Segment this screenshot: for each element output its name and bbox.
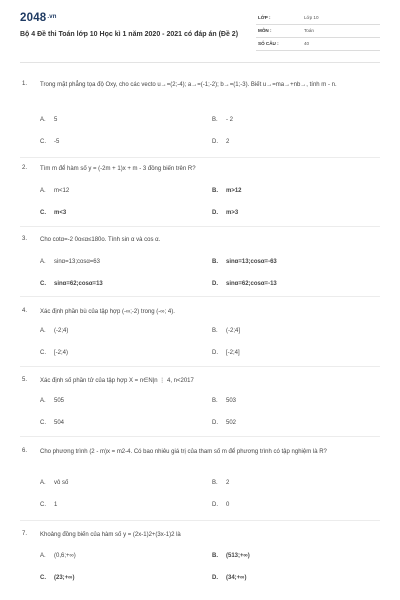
option-value: [-2;4] <box>226 350 240 356</box>
option-value: 502 <box>226 420 237 426</box>
option-value: (-2;4) <box>54 328 69 334</box>
option-letter: A. <box>40 553 46 559</box>
option-letter: D. <box>212 210 218 216</box>
question-number: 2. <box>22 165 28 171</box>
option-value: [-2;4) <box>54 350 69 356</box>
meta-row-subject <box>256 25 380 38</box>
option-value: sinα=13;cosα=-63 <box>226 259 277 265</box>
question-text: Xác định số phần tử của tập hợp X = n∈N|n ⋮ 4, n<2017 <box>40 378 194 384</box>
question-divider <box>20 157 380 158</box>
option-value: (0,6;+∞) <box>54 553 76 559</box>
option-value: vô số <box>54 480 69 486</box>
option-value: 1 <box>54 502 58 508</box>
option-value: (23;+∞) <box>54 575 75 581</box>
option-value: 2 <box>226 139 230 145</box>
meta-value: Lớp 10 <box>304 15 319 20</box>
option-letter: A. <box>40 188 46 194</box>
meta-key: LỚP : <box>258 15 271 20</box>
option-value: 5 <box>54 117 58 123</box>
question-divider <box>20 520 380 521</box>
logo-text: 2048 <box>20 12 47 24</box>
question-text: Cho cotα=-2 0o≤α≤180o. Tính sin α và cos α. <box>40 237 161 243</box>
option-value: (513;+∞) <box>226 553 250 559</box>
option-value: (-2;4] <box>226 328 241 334</box>
page-title: Bộ 4 Đề thi Toán lớp 10 Học kì 1 năm 2020 - 2021 có đáp án (Đề 2) <box>20 31 239 38</box>
option-letter: A. <box>40 398 46 404</box>
option-letter: C. <box>40 139 46 145</box>
option-letter: B. <box>212 398 218 404</box>
meta-key: SỐ CÂU : <box>258 41 279 46</box>
question-number: 3. <box>22 236 28 242</box>
option-letter: D. <box>212 420 218 426</box>
option-letter: A. <box>40 117 46 123</box>
question-divider <box>20 436 380 437</box>
option-value: m<12 <box>54 188 70 194</box>
option-letter: B. <box>212 328 218 334</box>
option-letter: C. <box>40 281 46 287</box>
question-number: 6. <box>22 448 28 454</box>
meta-value: Toán <box>304 28 314 33</box>
question-text: Tìm m để hàm số y = (-2m + 1)x + m - 3 đồng biến trên R? <box>40 166 196 172</box>
option-letter: B. <box>212 480 218 486</box>
option-value: m<3 <box>54 210 67 216</box>
question-text: Cho phương trình (2 - m)x = m2-4. Có bao nhiêu giá trị của tham số m để phương trình có tập nghiệm là R? <box>40 449 327 455</box>
option-letter: A. <box>40 480 46 486</box>
header-divider <box>20 62 380 63</box>
question-number: 7. <box>22 531 28 537</box>
question-number: 5. <box>22 377 28 383</box>
header <box>20 12 380 58</box>
option-value: 2 <box>226 480 230 486</box>
option-value: 0 <box>226 502 230 508</box>
question-divider <box>20 366 380 367</box>
meta-row-class <box>256 12 380 25</box>
option-value: 504 <box>54 420 65 426</box>
exam-meta <box>256 12 380 51</box>
question-number: 4. <box>22 308 28 314</box>
option-value: (34;+∞) <box>226 575 247 581</box>
option-value: -5 <box>54 139 60 145</box>
option-value: sinα=62;cosα=13 <box>54 281 103 287</box>
option-letter: D. <box>212 350 218 356</box>
meta-row-count <box>256 38 380 51</box>
option-letter: B. <box>212 188 218 194</box>
option-letter: D. <box>212 281 218 287</box>
question-divider <box>20 226 380 227</box>
option-value: sinα=62;cosα=-13 <box>226 281 277 287</box>
option-letter: A. <box>40 259 46 265</box>
option-value: sinα=13;cosα=63 <box>54 259 100 265</box>
option-letter: D. <box>212 502 218 508</box>
option-letter: C. <box>40 575 46 581</box>
option-letter: D. <box>212 139 218 145</box>
option-letter: C. <box>40 350 46 356</box>
option-letter: C. <box>40 502 46 508</box>
question-text: Xác định phần bù của tập hợp (-∞;-2) trong (-∞; 4). <box>40 309 175 315</box>
question-text: Trong mặt phẳng tọa độ Oxy, cho các vecto u→=(2;-4); a→=(-1;-2); b→=(1;-3). Biết u→=ma→+nb→, tính m - n. <box>40 82 337 88</box>
option-value: m>12 <box>226 188 242 194</box>
option-letter: B. <box>212 259 218 265</box>
option-letter: D. <box>212 575 218 581</box>
option-value: - 2 <box>226 117 234 123</box>
question-text: Khoảng đồng biến của hàm số y = (2x-1)2+(3x-1)2 là <box>40 532 181 538</box>
meta-key: MÔN : <box>258 28 272 33</box>
option-value: m>3 <box>226 210 239 216</box>
question-number: 1. <box>22 81 28 87</box>
option-letter: A. <box>40 328 46 334</box>
option-letter: C. <box>40 210 46 216</box>
option-letter: C. <box>40 420 46 426</box>
option-value: 505 <box>54 398 65 404</box>
question-divider <box>20 296 380 297</box>
logo-suffix: .vn <box>47 14 57 20</box>
option-value: 503 <box>226 398 237 404</box>
meta-value: 40 <box>304 41 310 46</box>
option-letter: B. <box>212 553 218 559</box>
option-letter: B. <box>212 117 218 123</box>
site-logo[interactable] <box>20 12 57 24</box>
